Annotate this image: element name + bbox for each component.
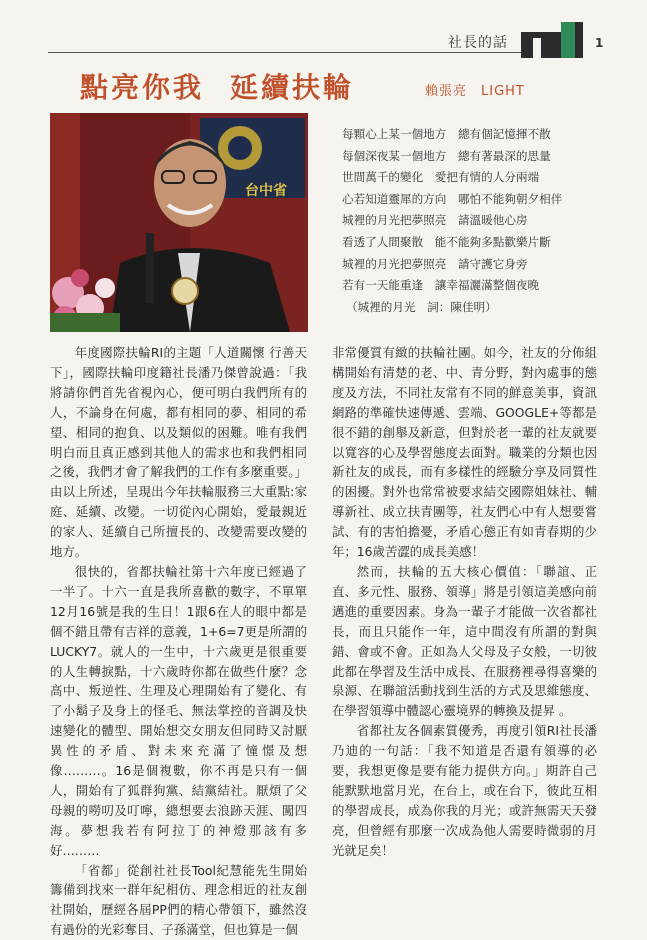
- body-paragraph: 非常優質有緻的扶輪社團。如今，社友的分佈組構開始有清楚的老、中、青分野，對內處事的態度及方法，不同社友常有不同的鮮意美事，資訊網路的準確快速傳遞、雲端、GOOGLE+等都是很不錯的創舉及新意，但對於老一輩的社友就要以寬容的心及學習態度去面對。職業的分類也因新社友的成長，而有多樣性的經驗分享及同質性的困擾。對外也常常被要求結交國際姐妹社、輔導新社、成立扶青團等，社友們心中有人想要嘗試、有的害怕擔憂，矛盾心態正有如青春期的少年；16歲苦澀的成長美感！: [332, 345, 597, 560]
- body-column-right: [332, 343, 597, 861]
- poem-line: 每個深夜某一個地方 總有著最深的思量: [342, 148, 551, 163]
- section-logo-icon: [521, 18, 589, 58]
- poem-line: 世間萬千的變化 愛把有情的人分兩端: [342, 170, 540, 185]
- poem-line: 城裡的月光把夢照亮 請守護它身旁: [342, 256, 528, 271]
- poem-credit: （城裡的月光 詞：陳佳明）: [346, 299, 497, 314]
- page-number: 1: [595, 36, 604, 50]
- body-paragraph: 省都社友各個素質優秀，再度引領RI社長潘乃迪的一句話：「我不知道是否還有領導的必要，我想更像是要有能力提供方向。」期許自己能默默地當月光，在台上，或在台下，彼此互相的學習成長，成為你我的月光；或許無需天天發亮，但曾經有那麼一次成為他人需要時微弱的月光就足矣！: [332, 723, 597, 858]
- title-part2: 延續扶輪: [230, 71, 355, 104]
- body-paragraph: 「省都」從創社社長Tool紀慧能先生開始籌備到找來一群年紀相仿、理念相近的社友創社開始，歷經各屆PP們的精心帶領下，雖然沒有過份的光彩奪目、子孫滿堂，但也算是一個: [50, 862, 307, 938]
- body-paragraph: 很快的，省都扶輪社第十六年度已經過了一半了。十六一直是我所喜歡的數字，不單單12月16號是我的生日！1跟6在人的眼中都是個不錯且帶有吉祥的意義，1+6=7更是所謂的LUCKY7。就人的一生中，十六歲更是很重要的人生轉捩點，十六歲時你都在做些什麼？念高中、叛逆性、生理及心理開始有了變化、有了小鬍子及身上的怪毛、無法掌控的音調及快速變化的體型、開始想交女朋友但同時又討厭異性的矛盾、對未來充滿了憧憬及想像………。16是個複數，你不再是只有一個人，開始有了狐群狗黨、結黨結社。厭煩了父母親的嘮叨及叮嚀，總想要去浪跡天涯、闖四海。夢想我若有阿拉丁的神燈那該有多好………: [50, 563, 307, 858]
- poem-line: 看透了人間聚散 能不能夠多點歡樂片斷: [342, 234, 551, 249]
- title-part1: 點亮你我: [80, 71, 205, 104]
- photo-banner-text: 台中省: [245, 183, 287, 199]
- poem-line: 每顆心上某一個地方 總有個記憶揮不散: [342, 127, 551, 141]
- article-title: [80, 66, 354, 106]
- poem: [342, 124, 632, 318]
- poem-line: 若有一天能重逢 讓幸福灑滿整個夜晚: [342, 278, 540, 293]
- president-photo: [50, 113, 308, 332]
- section-label: 社長的話: [448, 35, 508, 51]
- body-column-left: [50, 343, 307, 940]
- body-paragraph: 年度國際扶輪RI的主題「人道關懷 行善天下」，國際扶輪印度籍社長潘乃傑曾說過：「我將請你們首先省視內心，便可明白我們所有的人，不論身在何處，都有相同的夢、相同的希望、相同的抱負、以及類似的困難。唯有我們明白而且真正感到其他人的需求也和我們相同之後，我們才會了解我們的工作有多麼重要。」由以上所述，呈現出今年扶輪服務三大重點:家庭、延續、改變。一切從內心開始，愛最親近的家人、延續自己所擅長的、改變需要改變的地方。: [50, 345, 307, 560]
- poem-line: 心若知道靈犀的方向 哪怕不能夠朝夕相伴: [342, 191, 563, 206]
- poem-line: 城裡的月光把夢照亮 請溫暖他心房: [342, 213, 528, 228]
- article-byline: 賴張亮 LIGHT: [425, 84, 525, 99]
- header-rule: [48, 52, 578, 53]
- body-paragraph: 然而，扶輪的五大核心價值：「聯誼、正直、多元性、服務、領導」將是引領這美感向前邁進的重要因素。身為一輩子才能做一次省都社長，而且只能作一年，這中間沒有所謂的對與錯、會或不會。正如為人父母及子女般，一切彼此都在學習及生活中成長、在服務裡尋得喜樂的泉源、在聯誼活動找到生活的方式及思維態度、在學習領導中體認心靈境界的轉換及提昇 。: [332, 563, 597, 719]
